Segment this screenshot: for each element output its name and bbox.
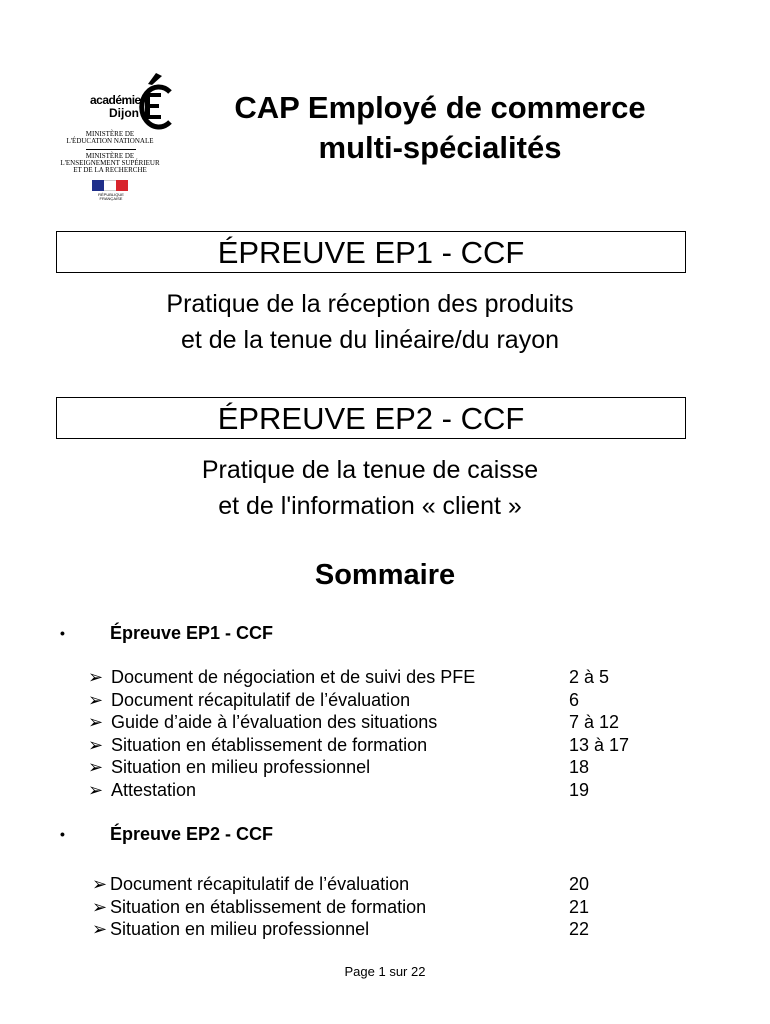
summary-item-label: Situation en établissement de formation: [110, 896, 427, 917]
arrow-bullet-icon: ➢: [92, 874, 108, 894]
document-title-line: CAP Employé de commerce: [234, 90, 646, 125]
document-title: [180, 88, 700, 168]
arrow-bullet-icon: ➢: [92, 919, 108, 939]
summary-item-pages: 2 à 5: [569, 667, 610, 687]
bullet-icon: •: [60, 826, 65, 842]
summary-item: [88, 689, 688, 712]
summary-item-label: Attestation: [111, 779, 197, 800]
republique-francaise-text: RÉPUBLIQUE FRANÇAISE: [98, 192, 124, 201]
summary-item-label: Document récapitulatif de l’évaluation: [110, 874, 410, 894]
ministry-education-line: L'ÉDUCATION NATIONALE: [66, 137, 154, 145]
ministry-education-line: MINISTÈRE DE: [85, 130, 135, 138]
summary-item-pages: 19: [569, 779, 590, 800]
ministry-higher-education-text: [54, 153, 166, 174]
page-number-footer: Page 1 sur 22: [344, 964, 426, 979]
ministry-higher-education-line: MINISTÈRE DE: [85, 152, 135, 160]
summary-section-title: Épreuve EP2 - CCF: [110, 824, 274, 844]
ministry-higher-education-line: ET DE LA RECHERCHE: [73, 166, 147, 174]
summary-title: Sommaire: [314, 559, 456, 591]
summary-item-pages: 21: [569, 896, 590, 917]
summary-item-pages: 20: [569, 874, 590, 894]
ep1-heading: ÉPREUVE EP1 - CCF: [217, 235, 525, 270]
summary-item-label: Situation en établissement de formation: [111, 734, 428, 755]
summary-item-pages: 18: [569, 757, 590, 777]
arrow-bullet-icon: ➢: [88, 757, 104, 777]
ep1-heading-box: [56, 231, 686, 273]
summary-item-pages: 7 à 12: [569, 712, 620, 732]
academie-dijon-logo: [52, 72, 172, 207]
summary-item-label: Document de négociation et de suivi des PFE: [111, 667, 476, 687]
summary-list-ep2: [92, 873, 692, 941]
summary-section-ep2: [60, 822, 273, 846]
summary-item: [88, 779, 688, 802]
summary-section-title: Épreuve EP1 - CCF: [110, 623, 274, 643]
summary-item-label: Guide d’aide à l’évaluation des situations: [111, 712, 438, 732]
summary-item-pages: 13 à 17: [569, 734, 630, 755]
ep1-description-line: Pratique de la réception des produits: [166, 290, 574, 318]
arrow-bullet-icon: ➢: [88, 712, 104, 732]
summary-item-pages: 6: [569, 689, 580, 710]
arrow-bullet-icon: ➢: [88, 734, 104, 755]
summary-item: [92, 896, 692, 919]
summary-item-label: Document récapitulatif de l’évaluation: [111, 689, 411, 710]
summary-list-ep1: [88, 666, 688, 801]
summary-item: [92, 873, 692, 896]
logo-academie-text: académie: [90, 93, 141, 107]
french-flag-icon: [92, 180, 128, 191]
document-title-line: multi-spécialités: [318, 130, 562, 165]
arrow-bullet-icon: ➢: [92, 896, 108, 917]
summary-item: [92, 918, 692, 941]
ep1-description: [60, 286, 680, 358]
summary-item: [88, 734, 688, 757]
ep2-description: [60, 452, 680, 524]
arrow-bullet-icon: ➢: [88, 689, 104, 710]
summary-section-ep1: [60, 621, 273, 645]
summary-item: [88, 666, 688, 689]
ep1-description-line: et de la tenue du linéaire/du rayon: [180, 326, 560, 354]
logo-divider: [86, 149, 136, 150]
summary-item-pages: 22: [569, 919, 590, 939]
arrow-bullet-icon: ➢: [88, 667, 104, 687]
arrow-bullet-icon: ➢: [88, 779, 104, 800]
logo-dijon-text: Dijon: [109, 106, 139, 120]
ministry-education-text: [54, 131, 166, 145]
ep2-heading: ÉPREUVE EP2 - CCF: [217, 401, 525, 436]
summary-item: [88, 756, 688, 779]
ministry-higher-education-line: L'ENSEIGNEMENT SUPÉRIEUR: [60, 159, 160, 167]
ep2-description-line: et de l'information « client »: [218, 492, 522, 520]
ep2-heading-box: [56, 397, 686, 439]
bullet-icon: •: [60, 625, 65, 641]
summary-item: [88, 711, 688, 734]
summary-item-label: Situation en milieu professionnel: [110, 919, 370, 939]
ep2-description-line: Pratique de la tenue de caisse: [201, 456, 539, 484]
summary-item-label: Situation en milieu professionnel: [111, 757, 371, 777]
academie-e-emblem-icon: [134, 72, 174, 132]
